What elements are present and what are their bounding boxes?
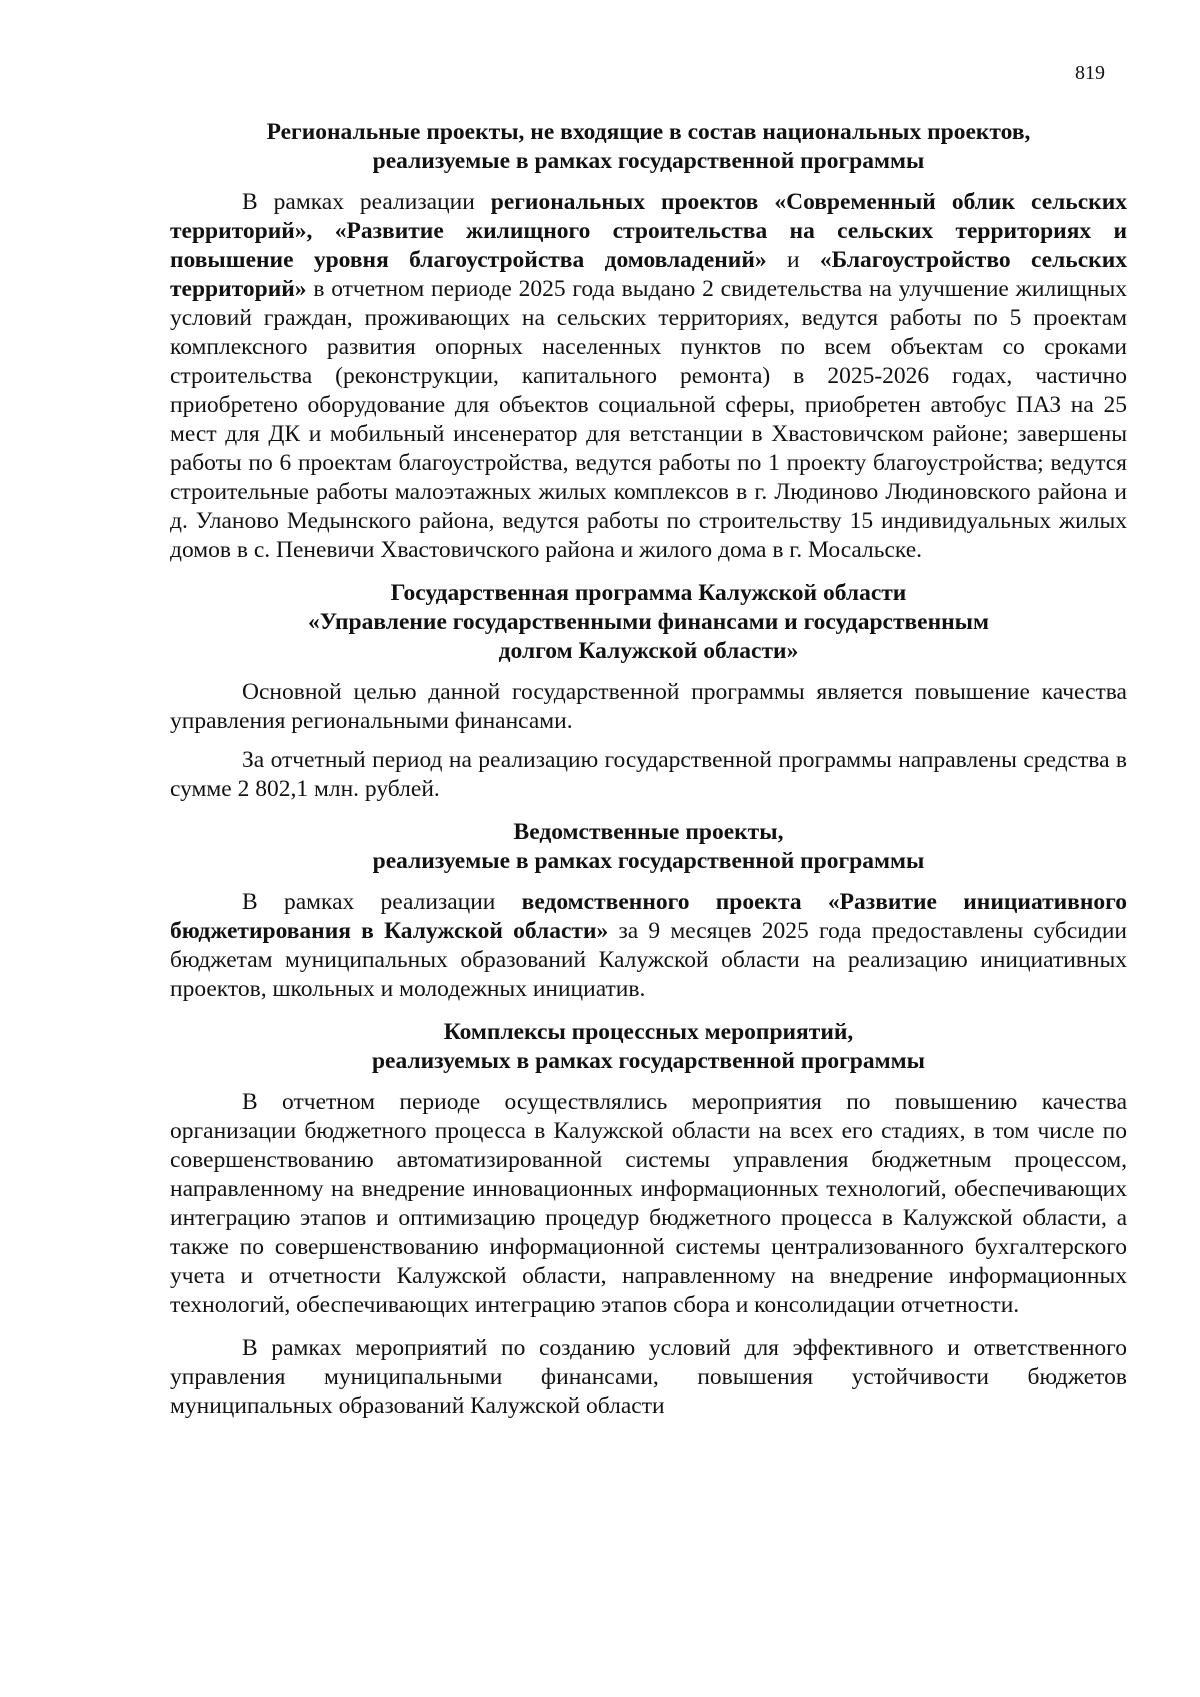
paragraph-budget-process: В отчетном периоде осуществлялись мероприятия по повышению качества организации бюджетного процесса в Калужской области на всех его стадиях, в том числе по совершенствованию автоматизированной системы управления бюджетным процессом, направленному на внедрение инновационных информационных технологий, обеспечивающих интеграцию этапов и оптимизацию процедур бюджетного процесса в Калужской области, а также по совершенствованию информационной системы централизованного бухгалтерского учета и отчетности Калужской области, направленному на внедрение информационных технологий, обеспечивающих интеграцию этапов сбора и консолидации отчетности. bbox=[170, 1089, 1127, 1318]
section-heading-process-complexes bbox=[170, 1018, 1127, 1076]
document-body bbox=[170, 118, 1127, 1421]
paragraph-departmental-projects bbox=[170, 888, 1127, 1004]
bold-run: ведомственного проекта «Развитие инициативного бюджетирования в Калужской области» bbox=[170, 889, 1127, 944]
heading-line: «Управление государственными финансами и государственным bbox=[307, 609, 990, 635]
page-number: 819 bbox=[1075, 62, 1105, 84]
heading-line: Комплексы процессных мероприятий, bbox=[443, 1019, 854, 1045]
heading-line: реализуемых в рамках государственной программы bbox=[371, 1048, 925, 1074]
paragraph-program-goal: Основной целью данной государственной программы является повышение качества управления региональными финансами. bbox=[170, 679, 1127, 734]
bold-run: «Благоустройство сельских территорий» bbox=[170, 247, 1127, 302]
section-heading-regional-projects bbox=[170, 118, 1127, 176]
heading-line: реализуемые в рамках государственной программы bbox=[372, 848, 925, 874]
text-run: и bbox=[766, 247, 820, 273]
section-heading-state-program bbox=[170, 579, 1127, 666]
heading-line: долгом Калужской области» bbox=[498, 638, 799, 664]
section-heading-departmental-projects bbox=[170, 818, 1127, 876]
paragraph-municipal-finance: В рамках мероприятий по созданию условий для эффективного и ответственного управления муниципальными финансами, повышения устойчивости бюджетов муниципальных образований Калужской области bbox=[170, 1335, 1127, 1419]
paragraph-program-funding: За отчетный период на реализацию государственной программы направлены средства в сумме 2 802,1 млн. рублей. bbox=[170, 747, 1127, 802]
text-run: В рамках реализации bbox=[242, 889, 522, 915]
text-run: в отчетном периоде 2025 года выдано 2 свидетельства на улучшение жилищных условий граждан, проживающих на сельских территориях, ведутся работы по 5 проектам комплексного развития опорных населенных пунктов по всем объектам со сроками строительства (реконструкции, капитального ремонта) в 2025-2026 годах, частично приобретено оборудование для объектов социальной сферы, приобретен автобус ПАЗ на 25 мест для ДК и мобильный инсенератор для ветстанции в Хвастовичском районе; завершены работы по 6 проектам благоустройства, ведутся работы по 1 проекту благоустройства; ведутся строительные работы малоэтажных жилых комплексов в г. Людиново Людиновского района и д. Уланово Медынского района, ведутся работы по строительству 15 индивидуальных жилых домов в с. Пеневичи Хвастовичского района и жилого дома в г. Мосальске. bbox=[170, 276, 1127, 563]
heading-line: Ведомственные проекты, bbox=[513, 819, 784, 845]
text-run: за 9 месяцев 2025 года предоставлены субсидии бюджетам муниципальных образований Калужской области на реализацию инициативных проектов, школьных и молодежных инициатив. bbox=[170, 918, 1127, 1002]
paragraph-regional-projects bbox=[170, 188, 1127, 565]
bold-run: региональных проектов «Современный облик сельских территорий», «Развитие жилищного строительства на сельских территориях и повышение уровня благоустройства домовладений» bbox=[170, 189, 1127, 273]
text-run: В рамках реализации bbox=[242, 189, 491, 215]
heading-line: Государственная программа Калужской области bbox=[390, 580, 907, 606]
heading-line: реализуемые в рамках государственной программы bbox=[372, 148, 925, 174]
heading-line: Региональные проекты, не входящие в состав национальных проектов, bbox=[266, 119, 1031, 145]
